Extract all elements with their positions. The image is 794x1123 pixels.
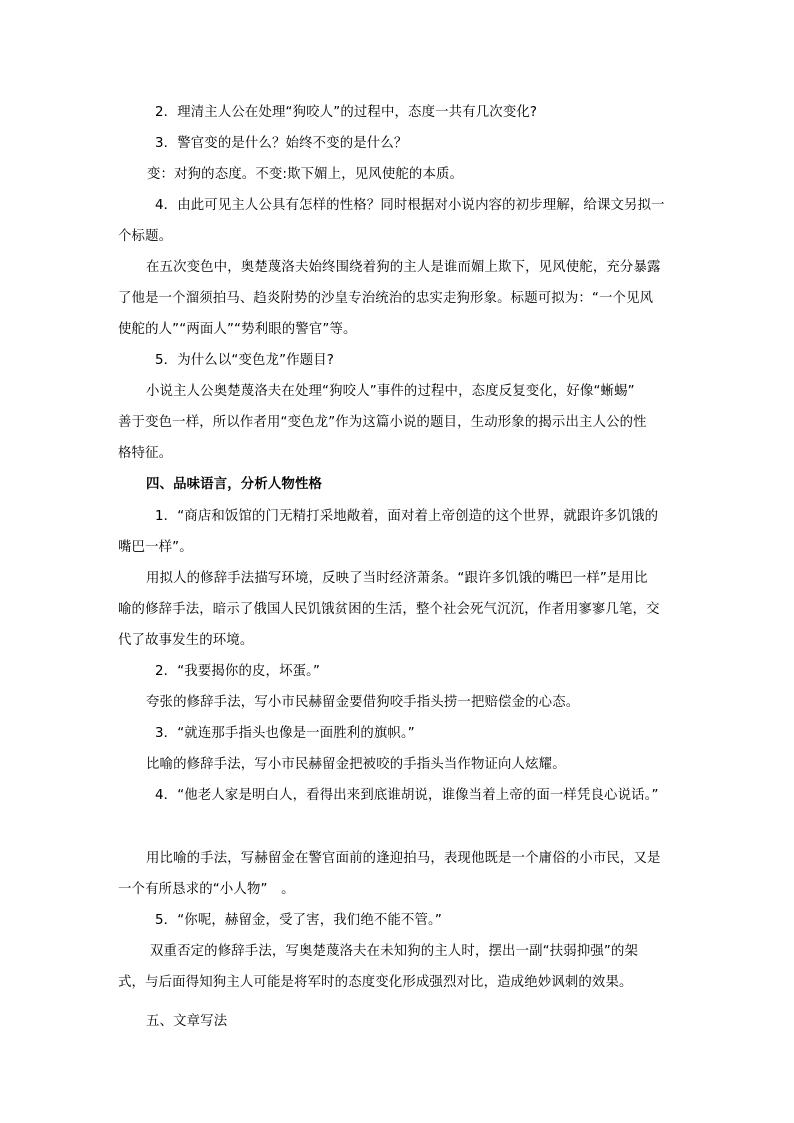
analysis-3: 比喻的修辞手法，写小市民赫留金把被咬的手指头当作物证向人炫耀。 [146,757,566,772]
question-4-line-2: 个标题。 [118,229,173,244]
answer-3: 变：对狗的态度。不变:欺下媚上，见风使舵的本质。 [147,167,464,182]
quote-2: 2．“我要揭你的皮，坏蛋。” [155,664,321,679]
answer-4-line-1: 在五次变色中，奥楚蔑洛夫始终围绕着狗的主人是谁而媚上欺下，见风使舵，充分暴露 [146,260,661,275]
analysis-5-line-1: 双重否定的修辞手法，写奥楚蔑洛夫在未知狗的主人时，摆出一副“扶弱抑强”的架 [150,944,639,959]
question-4-line-1: 4．由此可见主人公具有怎样的性格？同时根据对小说内容的初步理解，给课文另拟一 [155,198,665,213]
analysis-4-line-1: 用比喻的手法，写赫留金在警官面前的逢迎拍马，表现他既是一个庸俗的小市民，又是 [146,851,661,866]
analysis-4-line-2: 一个有所恳求的“小人物” 。 [118,882,295,897]
quote-4: 4．“他老人家是明白人，看得出来到底谁胡说，谁像当着上帝的面一样凭良心说话。” [155,788,659,803]
quote-1-line-1: 1．“商店和饭馆的门无精打采地敞着，面对着上帝创造的这个世界，就跟许多饥饿的 [155,509,659,524]
quote-1-line-2: 嘴巴一样”。 [118,540,193,555]
answer-5-line-2: 善于变色一样，所以作者用“变色龙”作为这篇小说的题目，生动形象的揭示出主人公的性 [118,415,647,430]
analysis-1-line-3: 代了故事发生的环境。 [118,633,254,648]
answer-5-line-1: 小说主人公奥楚蔑洛夫在处理“狗咬人”事件的过程中，态度反复变化，好像“蜥蜴” [146,384,635,399]
analysis-1-line-2: 喻的修辞手法，暗示了俄国人民饥饿贫困的生活，整个社会死气沉沉，作者用寥寥几笔，交 [118,602,660,617]
analysis-5-line-2: 式，与后面得知狗主人可能是将军时的态度变化形成强烈对比，造成绝妙讽刺的效果。 [118,975,633,990]
analysis-1-line-1: 用拟人的修辞手法描写环境，反映了当时经济萧条。“跟许多饥饿的嘴巴一样”是用比 [146,571,648,586]
question-3: 3．警官变的是什么？始终不变的是什么？ [155,136,408,151]
quote-3: 3．“就连那手指头也像是一面胜利的旗帜。” [155,726,415,741]
section-heading-4: 四、品味语言，分析人物性格 [146,477,323,492]
section-heading-5: 五、文章写法 [146,1014,228,1029]
answer-4-line-2: 了他是一个溜须拍马、趋炎附势的沙皇专治统治的忠实走狗形象。标题可拟为：“一个见风 [118,291,654,306]
analysis-2: 夸张的修辞手法，写小市民赫留金要借狗咬手指头捞一把赔偿金的心态。 [146,695,580,710]
question-2: 2．理清主人公在处理“狗咬人”的过程中，态度一共有几次变化? [155,105,538,120]
quote-5: 5．“你呢，赫留金，受了害，我们绝不能不管。” [155,913,442,928]
answer-5-line-3: 格特征。 [118,446,173,461]
question-5: 5．为什么以“变色龙”作题目? [155,353,335,368]
answer-4-line-3: 使舵的人”“两面人”“势利眼的警官”等。 [118,322,357,337]
